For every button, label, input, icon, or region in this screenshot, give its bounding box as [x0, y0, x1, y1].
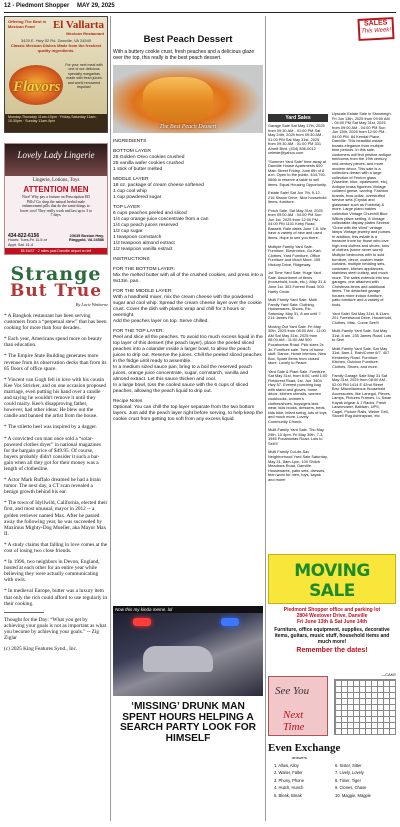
column-divider	[110, 16, 111, 821]
recipe-line: 1 cup cool whip	[113, 189, 147, 194]
strange-item: * A Bangkok restaurant has been serving customers from a “perpetual stew” that has been cooking for more than four decades.	[4, 313, 107, 332]
recipe-line: 6 cups peaches peeled and sliced	[113, 211, 187, 216]
answer-item: 3. Phony, Phone	[274, 777, 304, 783]
yard-sale-listing: “Summer Yard Sale” time away at Danville House Apartments 600 Main Street Friday, June 6th of 8 a.m. Open to the public. 434-792-0666 to reserve a table to sell items. Equal Housing Opportunity.	[268, 158, 327, 187]
flavors-word: Flavors	[13, 79, 61, 95]
sales-this-week-logo	[357, 17, 394, 41]
yard-sale-listing: Multi-Family Yard Sale. Sat May 31st, 8am-1. Rain/Come 6/7. 407 Kimberley Road. Furniture, Kitchen, Outdoor Furniture, Clothes, Shoes, and more.	[332, 345, 390, 369]
strange-but-true-masthead	[4, 265, 108, 307]
recipe-line: 1/2 teaspoon almond extract	[113, 241, 175, 246]
lingerie-title: Lovely Lady Lingerie	[5, 144, 107, 176]
strange-item: * The town of Idyllwild, California, elected their first, and most unusual, mayor in 2012 -- a golden retriever named Max. After he passed away the following year, he was succeeded by Maximus Mighty-Dog Mueller, aka Mayor Max II.	[4, 500, 108, 537]
el-vallarta-address: 3425 E. Hwy 52 Rd. Danville, VA 24540	[20, 38, 92, 43]
logo-this-week: This Week!	[361, 27, 392, 35]
photo-caption: The Best Peach Dessert	[159, 124, 217, 130]
moving-sale-remember: Remember the dates!	[296, 647, 368, 654]
strange-item: * Each year, Americans spend more on beauty than education.	[4, 336, 103, 349]
siren-red	[133, 618, 151, 626]
yard-sales-header: Yard Sales	[268, 114, 328, 122]
moving-sale-info	[268, 607, 396, 654]
recipe-line: Peel and slice all the peaches. To avoid too much excess liquid in the top layer of this dessert (the peach layer), place the peeled sliced peaches into a colander inside a larger bowl, to allow the peach juices to drip out. Reserve the juices. Chill the peeled sliced peaches in the fridge until ready to assemble.	[113, 335, 263, 364]
yard-sale-listing: Multi-Family Yard Sale. Thu May 29th, 10 4pm. Fri May 30th, 7-3, 1945 Pocahontas Road. Lots to Sell!!!	[268, 427, 324, 446]
even-exchange-subtitle: answers	[292, 755, 307, 760]
recipe-line: TOP LAYER	[113, 205, 140, 210]
yard-sale-listing: Multi-Family Yard Sale. Sat May 31st, 8 am. 235 James Road. Lots to See!	[332, 328, 392, 343]
yard-sale-listing: Upscale Estate Sale in Stoneleigh. Fri Jun 13th, 2025 from 09:00 AM - 04:00 PM Sat May 31st, 2025 from 09:00 AM - 04:00 PM Sun Jun 15th, 2025 from 12:00 PM - 04:00 PM. 84 Kendal Place, Danville. This beautiful estate boasts elegance from multiple time periods. In this sale, customers will find pristine antique heirlooms from the 19th century, mid-century pieces, and more modern décor. This sale is a collectors dream with a large collection of Fenton glass (Vaseline, blue, opalescent, etc), Antique brass figurines Vintage collared geese, carving. Fashion brands, bow-collar, overstuffed service sets (Crystal and glassware such as Fostoria) & more. Large piano babies collection Vintage Churchill Blue Willow place setting, 8 Vintage collectable display plates Several “Gone with the Wind” vintage lamps Vintage jewelry and purses. In addition, this estate is a treasure trove for those who love high-end clothes and shoes, tons of clothes (some never worn)! Multiple bedrooms with to sold furniture, decor, custom made curtains, multiple bedding sets, cookware, kitchen appliances, stainless steel cutlery, and much more. The sales extends into two garages, one attached with Christmas items and additional items. The detached garage houses more indoor furniture, patio furniture and a variety of tools.	[332, 111, 392, 307]
yard-sale-listing: Yard Sale & Plant Sale. Furniture, Sat May 31st, from 8:00, until 1:00 Fieldcrest Road, 1st, Jun. 3404 Hwy 57. Everest punching bag with stand and gloves, home décor, kitchen utensils, women cookbooks, women's clothes/shoes, boys/girls kids wear, kids books, dressers, beds, kids bike, infant swing, lots of toys and much more. Lovely Community Church.	[268, 368, 328, 424]
see-you-text: See You	[275, 685, 310, 697]
recipe-line: 1/4 cup peach juices reserved	[113, 223, 178, 228]
but-true-title: But True	[9, 281, 103, 301]
even-exchange-title: Even Exchange	[268, 742, 341, 754]
recipe-intro: With a buttery cookie crust, fresh peaches and a delicious glaze over the top, this really is the best peach dessert.	[113, 49, 255, 61]
recipe-line: In a large bowl, toss the cooled sauce with the 6 cups of sliced peaches, allowing the peach liquid to drip out.	[113, 383, 249, 394]
strange-byline: By Lucie Winborne	[75, 302, 108, 307]
el-vallarta-tagline: Offering The Best in Mexican Food	[8, 19, 47, 29]
yard-sale-listing: Porch Sale. Sat May 31st, 2025 from 09:00 AM - 04:00 PM Sun Jun 1st, 2025 from 12:00 PM - 04:00 PM 1101 Kirby Road, Bassett. Rain dates June 7-8. We have a variety of new and used items. Hope to see you there.	[268, 207, 326, 241]
strange-item: * The Empire State Building generates more revenue from its observation decks than from its 85 floors of office space.	[4, 353, 107, 372]
el-vallarta-hours: Monday-Thursday 11am-10pm · Friday-Saturday 11am-10:30pm · Sunday 11am-9pm	[5, 114, 107, 132]
moving-sale-address: 2804 Westover Drive, Danville	[296, 613, 368, 619]
strange-item: * Vincent van Gogh fell in love with his cousin Kee Vos Stricker, and on one occasion proposed marriage, even putting his hand over a candle and saying he wouldn't remove it until they could marry. Kee's disapproving father, however, had other ideas: He blew out the candle and banned the artist from the house.	[4, 376, 106, 420]
strange-item: * In medieval Europe, butter was a luxury item that only the rich could afford to use regularly in their cooking.	[4, 588, 108, 607]
answer-item: 5. Bleak, Break	[274, 792, 302, 798]
meme-photo	[113, 606, 263, 696]
el-vallarta-brand-sub: Mexican Restaurant	[66, 31, 104, 36]
recipe-line: FOR THE TOP LAYER:	[113, 329, 164, 334]
recipe-line: 1 stick of butter melted	[113, 167, 163, 172]
yard-sales-list-left	[268, 124, 328, 486]
page-number: 12 - Piedmont Shopper	[4, 3, 70, 9]
moving-sale-dates: Fri June 13th & Sat June 14th	[296, 619, 368, 625]
cake-label: —CAKE	[381, 672, 396, 677]
peach-dessert-photo	[113, 65, 263, 133]
peach-bar-image	[143, 77, 213, 121]
recipe-line: 18 oz. package of cream cheese softened	[113, 183, 204, 188]
answer-item: 1. Allow, Alloy	[274, 763, 299, 768]
strange-title: Strange	[10, 263, 102, 285]
moving-sale-subtitle	[269, 603, 395, 604]
recipe-line: Recipe Notes	[113, 399, 143, 404]
lingerie-ad[interactable]	[4, 143, 108, 255]
recipe-line: FOR THE BOTTOM LAYER:	[113, 267, 175, 272]
column-divider	[265, 16, 266, 821]
strange-item: * In 1996, two neighbors in Devon, England, hosted at each other for an entire year while believing they were actually communicating with owls.	[4, 559, 100, 584]
moving-sale-where: Piedmont Shopper office and parking lot	[283, 607, 381, 613]
siren-blue	[221, 618, 239, 626]
recipe-line: With a handheld mixer, mix the cream cheese with the powdered sugar and cool whip. Spread the cream cheese layer over the cookie crust. Cover the dish with plastic wrap and chill for 3 hours or overnight.	[113, 295, 262, 318]
recipe-line: 1/2 cup sugar	[113, 229, 143, 234]
el-vallarta-feature: Classic Mexican Dishes Made from the freshest quality ingredients.	[10, 43, 102, 53]
right-column	[268, 16, 396, 821]
page-header	[4, 3, 396, 13]
yard-sale-listing: 1st Time Yard Sale. Huge Yard Sale. Assortment of items (household, tools, etc.). May 31 & June 1st. 303 Forrest Road. 503 Hartly Circle.	[268, 270, 326, 294]
thought-for-the-day: Thought for the Day: “What you get by achieving your goals is not as important as what you become by achieving your goals.” -- Zig Ziglar	[4, 616, 107, 642]
recipe-line: INGREDIENTS	[113, 139, 147, 144]
recipe-line: FOR THE MIDDLE LAYER:	[113, 289, 173, 294]
recipe-line: 1/2 teaspoon vanilla extract	[113, 247, 173, 252]
el-vallarta-ad[interactable]	[4, 16, 108, 133]
puzzle-grid	[334, 679, 396, 735]
yard-sale-listing: Multi Family Yard Sale. Multi Family Yard Sale: Clothing, Housewares, Shoes, Etc. Saturday, May 31, 8 am until ? 214 James Rd.	[268, 297, 321, 321]
lingerie-phone: 434-822-6156	[8, 232, 40, 239]
recipe-line: 1 cup powdered sugar	[113, 195, 162, 200]
recipe-line: 25 Golden Oreo cookies crushed	[113, 155, 185, 160]
next-time-text: Next Time	[283, 709, 305, 733]
page-date: MAY 29, 2025	[77, 3, 115, 9]
attention-men-heading: ATTENTION MEN	[23, 185, 89, 194]
recipe-line: 1 teaspoon cornstarch	[113, 235, 162, 240]
middle-column	[113, 16, 263, 821]
recipe-line: BOTTOM LAYER	[113, 149, 151, 154]
even-exchange-answers	[274, 762, 396, 799]
cake-puzzle	[334, 672, 396, 736]
yard-sale-listing: Multi Family Cul-de-Sac Neighborhood Yard Sale Saturday, May 31, 8am-1pm, 100 Shiloh Meadows Road, Danville. Housewares, patio sets, dresses, teen wom for men, toys, kayak and more!	[268, 449, 328, 482]
answer-item: 7. Lively, Lovely	[335, 770, 364, 776]
recipe-line: In a medium sized sauce pan, bring to a boil the reserved peach juices, orange juice concentrate, sugar, cornstarch, vanilla and almond extract. Let this sauce thicken and cool.	[113, 365, 252, 382]
answer-item: 2. Waiter, Falter	[274, 770, 303, 776]
yard-sale-listing: Yard Sale! Sat May 31st, 8-11am. 201 Forestwood Drive. Household, Clothes, Misc. Come See!!!	[332, 310, 392, 325]
el-vallarta-pitch: For your next meal with one of our delicious specialty margaritas made with fresh juices and world renowned tequilas!	[65, 63, 103, 90]
recipe-line: MIDDLE LAYER	[113, 177, 149, 182]
yard-sales-list-right	[332, 112, 392, 423]
copyright: (c) 2025 King Features Synd., Inc.	[4, 646, 78, 653]
recipe-line: 25 vanilla wafer cookies crushed	[113, 161, 184, 166]
answers-column-1	[274, 762, 335, 799]
answer-item: 9. Clones, Chase	[335, 785, 367, 791]
lingerie-subtitle: Lingerie, Lotions, Toys	[32, 178, 80, 183]
answer-item: 4. Hutch, Hunch	[274, 785, 304, 791]
strange-item: * A study claims that falling in love comes at the cost of losing two close friends.	[4, 541, 108, 554]
left-column	[4, 16, 108, 821]
police-car-image	[143, 646, 213, 672]
moving-sale-title: MOVING SALE	[294, 561, 370, 601]
strange-body	[4, 313, 108, 652]
recipe-line: Add the peaches layer on top. Serve chilled.	[113, 319, 209, 324]
yard-sale-listing: Garage Sale Sat May 17th, 2025 from 09:30 AM - 01:00 PM Sat May 24th, 2025 from 09:30 AM - 01:00 PM Sat May 31st, 2025 from 09:30 AM - 01:00 PM 331 Arnett Blvd. (434) 836-0012 celeste@yahoo.com	[268, 123, 325, 156]
meme-tag: Now this my kinda meme. lol	[113, 606, 263, 613]
news-headline: ‘MISSING’ DRUNK MAN SPENT HOURS HELPING A SEARCH PARTY LOOK FOR HIMSELF	[119, 701, 257, 744]
el-vallarta-brand: El Vallarta	[52, 19, 104, 31]
answers-column-2	[335, 762, 396, 799]
recipe-body	[113, 139, 263, 423]
recipe-line: 1/4 cup orange juice concentrate from a can	[113, 217, 209, 222]
answer-item: 10. Maggie, Magpie	[335, 792, 371, 798]
yard-sale-listing: Multiple Family Yard Sale. Furniture, Electronics, Go-Kart, Clothes, Yard Furniture, Office Furniture and Much More. 155 Hickory Drive, Ridgeway.	[268, 243, 322, 267]
strange-item: * Actor Mark Ruffalo dreamed he had a brain tumor. The next day, a CT scan revealed a benign growth behind his ear.	[4, 477, 101, 496]
recipe-line: INSTRUCTIONS	[113, 257, 150, 262]
moving-sale-items: Furniture, office equipment, supplies, decorative items, guitars, music stuff, household items and much more!	[274, 627, 390, 645]
logo-sales: SALES	[363, 19, 388, 28]
recipe-line: Optional: You can chill the top layer separate from the two bottom layers. Just add the peach layer right before serving, to help keep the cookie crust from getting too soft from any excess liquid.	[113, 405, 263, 422]
lingerie-body: Nice! Why pay a fortune on Prescription ED Pills? Go shop the natural herbal male enhancement pills that do the same things to lower cost! They really work and last up to 3 to 7 days.	[19, 195, 93, 218]
answer-item: 6. Sister, Sitter	[335, 763, 362, 768]
lingerie-strip: $5 EAST · 2 miles past Danville airport on left	[5, 248, 107, 254]
lingerie-hours: Hours: Tues-Fri 11-5 or Appt. Sat. 11-4	[8, 238, 47, 247]
recipe-title: Best Peach Dessert	[143, 34, 233, 45]
recipe-line: Mix the melted butter with all of the crushed cookies, and press into a 9x13in. pan.	[113, 273, 263, 284]
strange-item: * The stiletto heel was inspired by a dagger.	[4, 424, 98, 431]
yard-sale-listing: Estate Sale! Sat Jun 7th, 9-12. 216 Sisson Drive. Nice household items, furniture.	[268, 190, 327, 205]
moving-sale-banner	[268, 554, 396, 604]
see-you-next-time-panel	[268, 676, 328, 736]
yard-sale-listing: Moving Out Yard Sale. Fri May 30th, 2025 from 08:00 AM - 11:00 AM Sat May 31st, 2025 from 08:00 AM - 11:00 AM 500 Pocahontas Road. Pick sizes 2x 3x. Furniture sale. Tons of home stuff. Dance, Home interiors. New Box, Spare Items from closed store. Lovely to Peace.	[268, 323, 327, 366]
strange-item: * A convicted con man once sold a “solar-powered clothes dryer” in national magazines for the bargain price of $49.95. Of course, buyers probably didn't consider it such a bar-gain when all they got for their money was a length of clothesline.	[4, 435, 101, 472]
lingerie-address: 23635 Boston Hwy. Ringgold, VA 24586	[68, 233, 104, 243]
answer-item: 8. Timer, Tiger	[335, 777, 361, 783]
yard-sale-listing: Family Garage Sale May 31 Sat May 31st, 2025 from 08:00 AM - 02:00 PM 1414 E 42nd Street Brsi: Miscellaneous Household Accessories, like Lanegol, Pieces, Lamps, Pictures Frames, LL Swan Kayak w/gear & J Racks, Fresh Lawnmower, Baldwin, UPS, Cagel, Picture Rails, Weber Grill, Stovell Rug Ashtraycan, etc.	[332, 372, 392, 419]
